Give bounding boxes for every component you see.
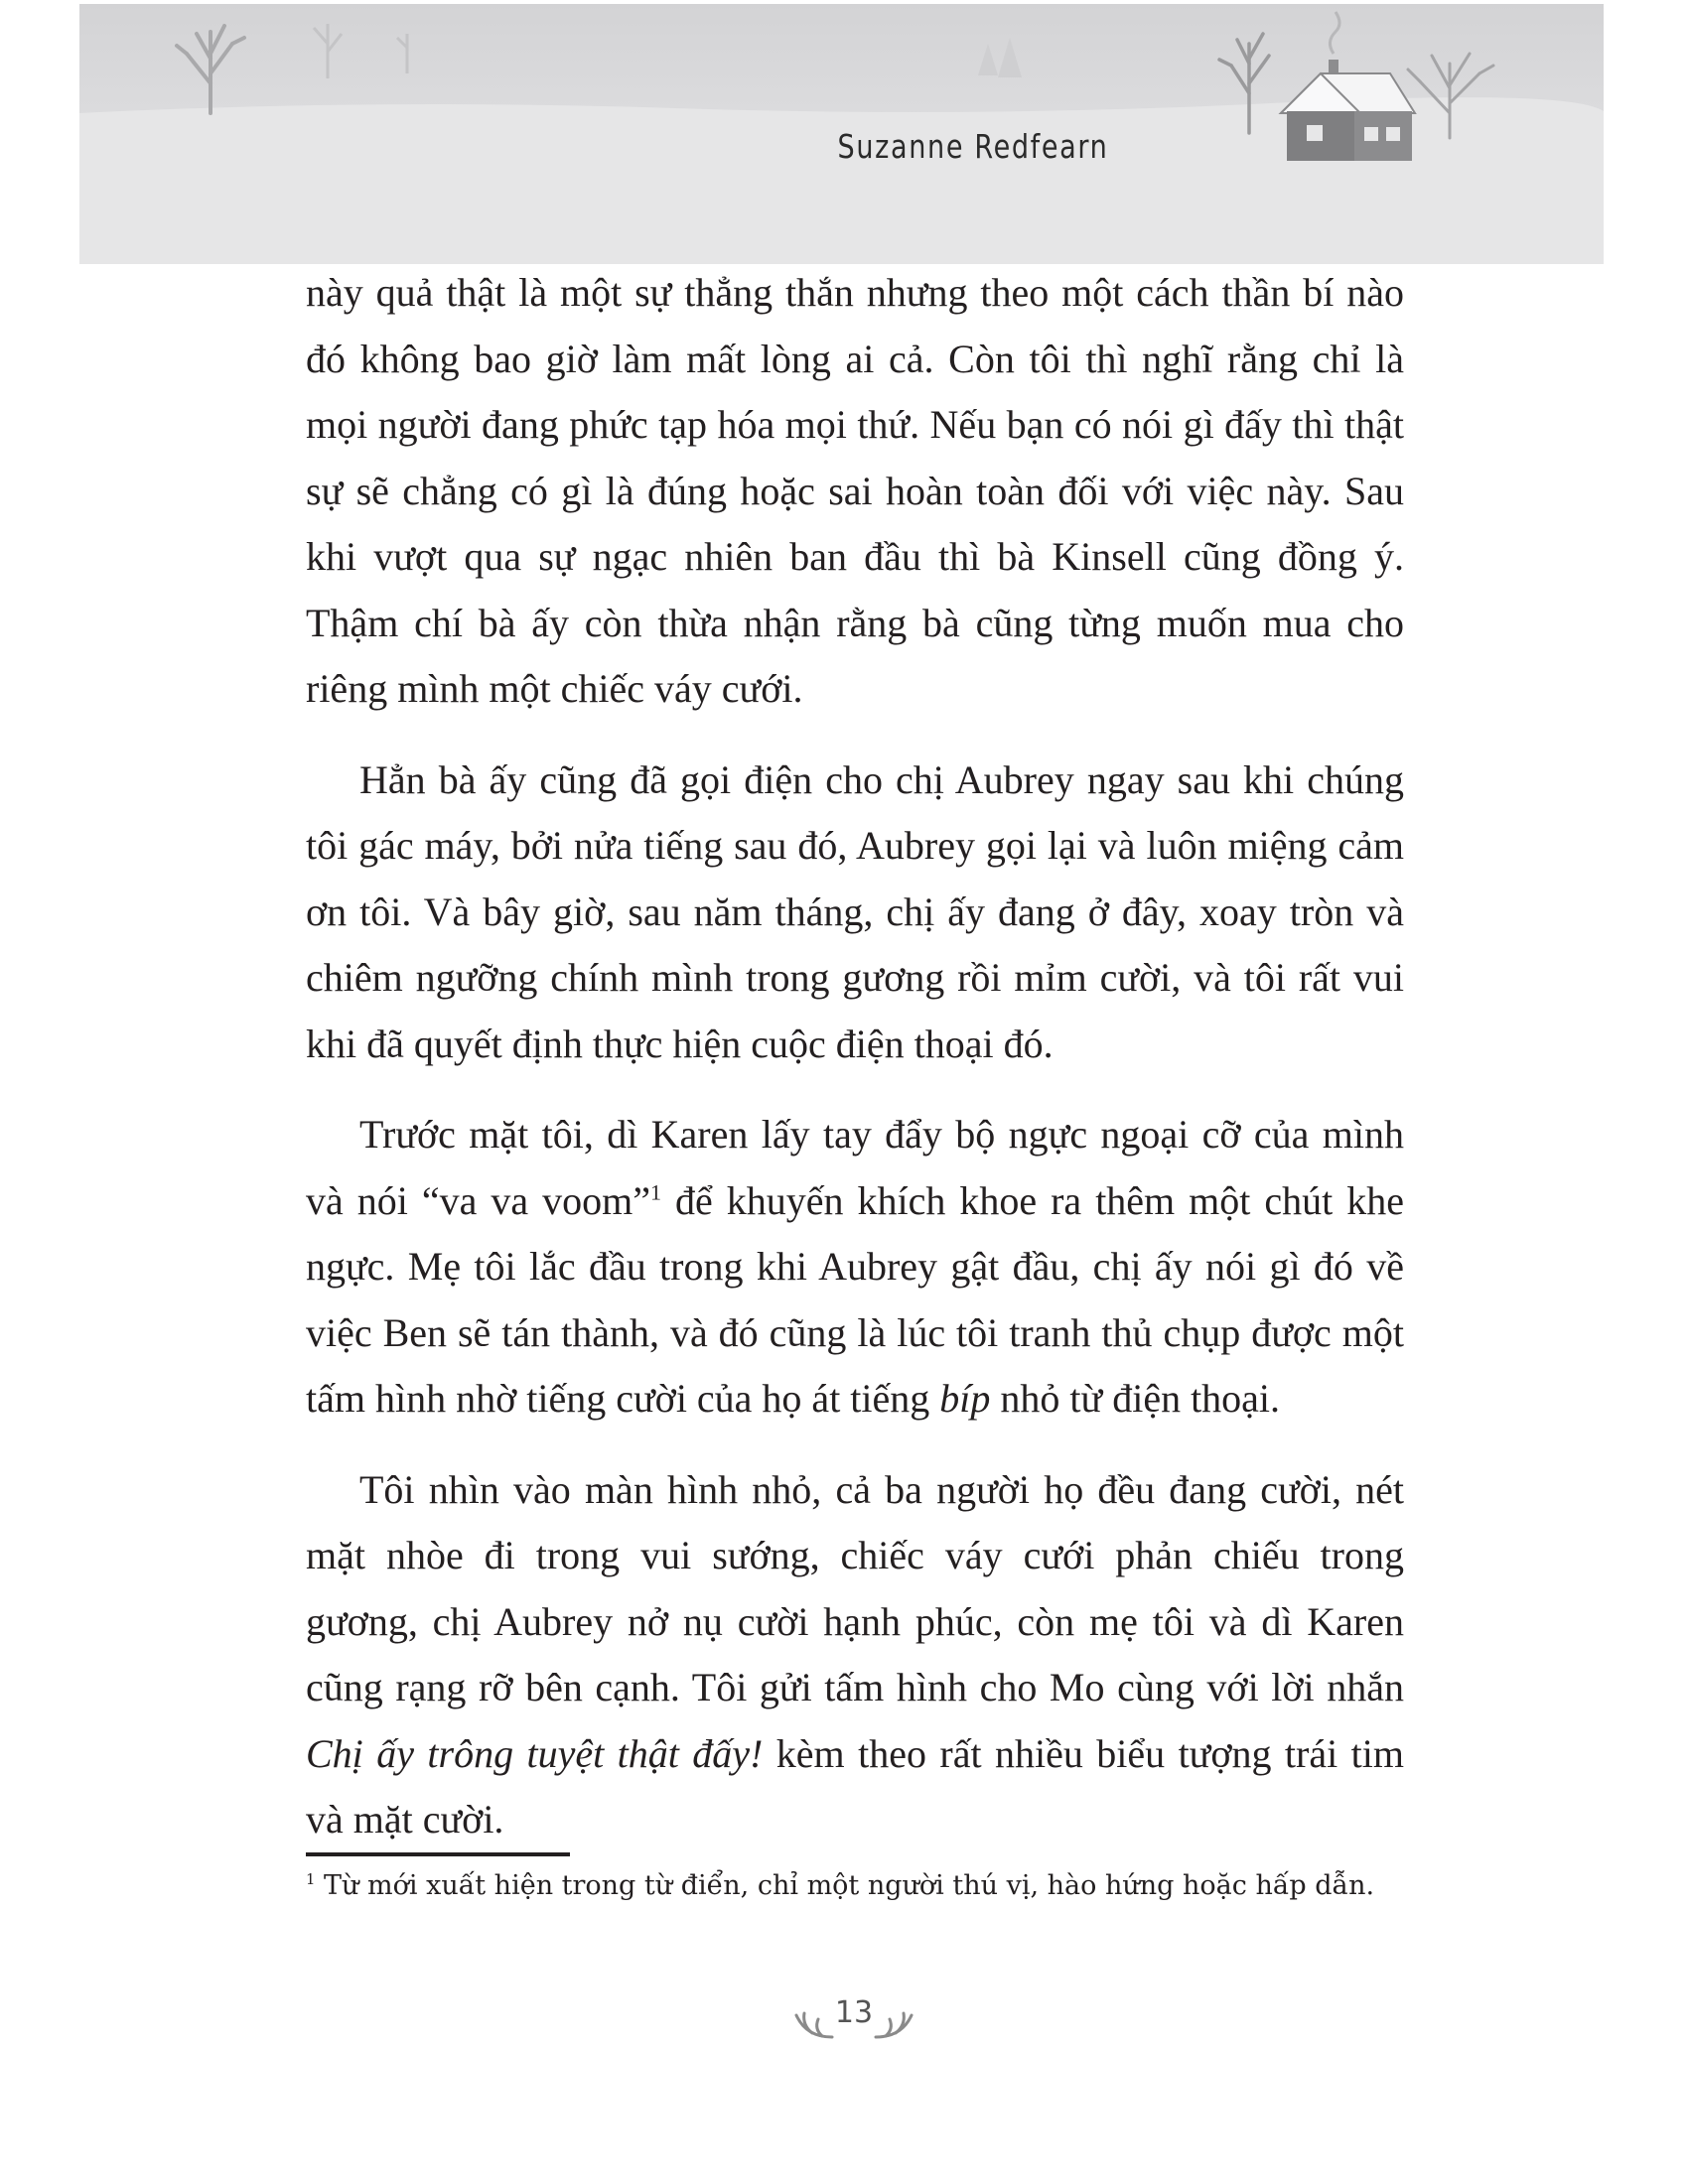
footnote-divider bbox=[306, 1852, 570, 1856]
body-text bbox=[306, 260, 1404, 1878]
page-number-area bbox=[784, 1985, 923, 2055]
paragraph-4-part-1: Tôi nhìn vào màn hình nhỏ, cả ba người họ đều đang cười, nét mặt nhòe đi trong vui sướng, chiếc váy cưới phản chiếu trong gương, chị Aubrey nở nụ cười hạnh phúc, còn mẹ tôi và dì Karen cũng rạng rỡ bên cạnh. Tôi gửi tấm hình cho Mo cùng với lời nhắn bbox=[306, 1466, 1404, 1709]
paragraph-4 bbox=[306, 1457, 1404, 1853]
paragraph-3-part-1: Trước mặt tôi, dì Karen lấy tay đẩy bộ ngực ngoại cỡ của mình và nói “va va voom” bbox=[306, 1112, 1404, 1223]
paragraph-4-part-2: kèm theo rất nhiều biểu tượng trái tim và mặt cười. bbox=[306, 1730, 1404, 1842]
page-header bbox=[79, 4, 1604, 264]
footnote-marker: 1 bbox=[306, 1870, 316, 1888]
paragraph-3-part-3: nhỏ từ điện thoại. bbox=[990, 1376, 1281, 1421]
footnote bbox=[306, 1866, 1404, 1906]
footnote-text: Từ mới xuất hiện trong từ điển, chỉ một người thú vị, hào hứng hoặc hấp dẫn. bbox=[315, 1870, 1375, 1901]
paragraph-3-italic: bíp bbox=[939, 1376, 991, 1421]
paragraph-1: này quả thật là một sự thẳng thắn nhưng theo một cách thần bí nào đó không bao giờ làm mất lòng ai cả. Còn tôi thì nghĩ rằng chỉ là mọi người đang phức tạp hóa mọi thứ. Nếu bạn có nói gì đấy thì thật sự sẽ chẳng có gì là đúng hoặc sai hoàn toàn đối với việc này. Sau khi vượt qua sự ngạc nhiên ban đầu thì bà Kinsell cũng đồng ý. Thậm chí bà ấy còn thừa nhận rằng bà cũng từng muốn mua cho riêng mình một chiếc váy cưới. bbox=[306, 270, 1404, 711]
paragraph-3 bbox=[306, 1102, 1404, 1433]
footnote-reference: 1 bbox=[650, 1179, 661, 1205]
running-head-author: Suzanne Redfearn bbox=[837, 127, 1109, 166]
paragraph-4-italic: Chị ấy trông tuyệt thật đấy! bbox=[306, 1730, 764, 1776]
page-number: 13 bbox=[834, 1995, 874, 2030]
paragraph-3-part-2: để khuyến khích khoe ra thêm một chút khe ngực. Mẹ tôi lắc đầu trong khi Aubrey gật đầu, chị ấy nói gì đó về việc Ben sẽ tán thành, và đó cũng là lúc tôi tranh thủ chụp được một tấm hình nhờ tiếng cười của họ át tiếng bbox=[306, 1177, 1405, 1421]
paragraph-2: Hẳn bà ấy cũng đã gọi điện cho chị Aubrey ngay sau khi chúng tôi gác máy, bởi nửa tiếng sau đó, Aubrey gọi lại và luôn miệng cảm ơn tôi. Và bây giờ, sau năm tháng, chị ấy đang ở đây, xoay tròn và chiêm ngưỡng chính mình trong gương rồi mỉm cười, và tôi rất vui khi đã quyết định thực hiện cuộc điện thoại đó. bbox=[306, 756, 1404, 1066]
